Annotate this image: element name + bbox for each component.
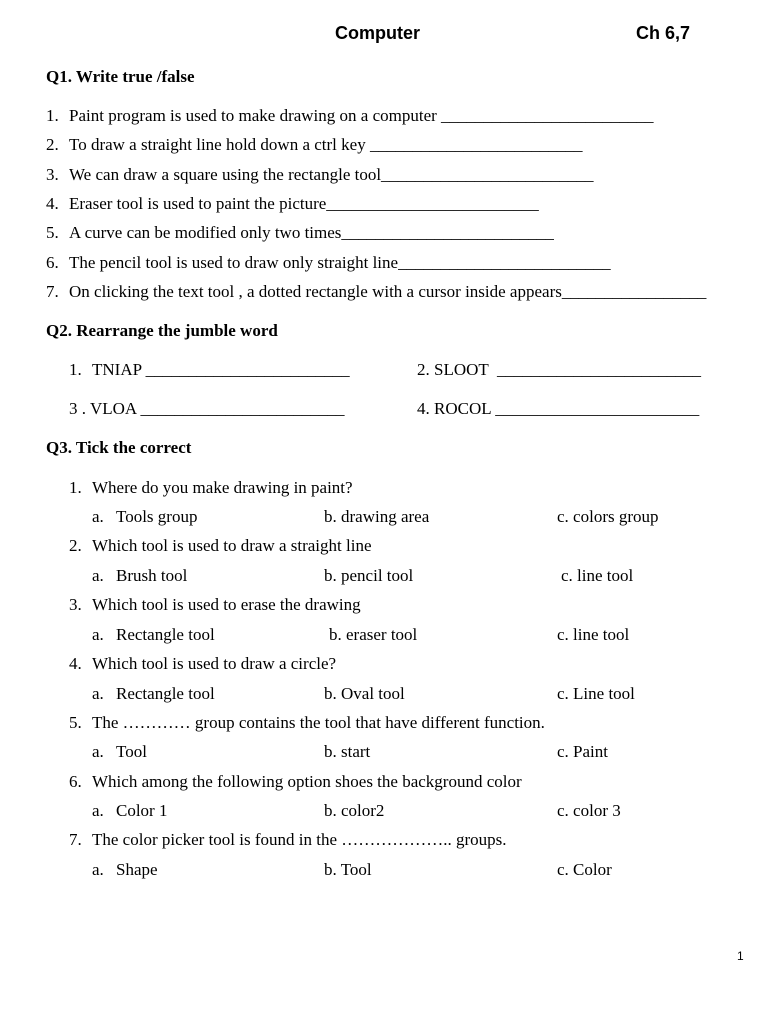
q3-question-1-number: 1. (69, 478, 82, 497)
q3-question-7-option-a: Shape (116, 860, 158, 879)
q1-item-3-number: 3. (46, 165, 59, 184)
q3-question-2-option-a-label: a. (92, 566, 104, 585)
q3-question-1-text: Where do you make drawing in paint? (92, 478, 353, 497)
page-number: 1 (737, 949, 744, 963)
q3-question-1-option-b: b. drawing area (324, 507, 430, 526)
q1-item-1-text: Paint program is used to make drawing on a computer _________________________ (69, 106, 654, 125)
q2-item-4-text: 4. ROCOL ________________________ (417, 399, 700, 418)
q3-question-1-option-c: c. colors group (557, 507, 659, 526)
q1-item-6-text: The pencil tool is used to draw only straight line_________________________ (69, 253, 611, 272)
q3-question-6-option-a-label: a. (92, 801, 104, 820)
q3-question-5-text: The ………… group contains the tool that have different function. (92, 713, 545, 732)
q1-item-2-text: To draw a straight line hold down a ctrl key _________________________ (69, 135, 583, 154)
q3-question-2-option-a: Brush tool (116, 566, 188, 585)
q3-question-7-option-c: c. Color (557, 860, 612, 879)
subject-title: Computer (335, 23, 420, 43)
q3-question-3-option-c: c. line tool (557, 625, 630, 644)
q1-item-4-number: 4. (46, 194, 59, 213)
q3-question-5-option-c: c. Paint (557, 742, 608, 761)
q1-item-2-number: 2. (46, 135, 59, 154)
q1-item-5-text: A curve can be modified only two times_________________________ (69, 223, 554, 242)
q2-item-2-text: 2. SLOOT ________________________ (417, 360, 701, 379)
q3-question-7-text: The color picker tool is found in the ……………….. groups. (92, 830, 507, 849)
q1-item-7-text: On clicking the text tool , a dotted rectangle with a cursor inside appears_________________ (69, 282, 707, 301)
q1-item-5-number: 5. (46, 223, 59, 242)
q3-question-6-number: 6. (69, 772, 82, 791)
q3-question-7-number: 7. (69, 830, 82, 849)
q3-question-4-text: Which tool is used to draw a circle? (92, 654, 337, 673)
q3-question-5-number: 5. (69, 713, 82, 732)
q3-question-6-option-c: c. color 3 (557, 801, 621, 820)
q2-item-3-text: 3 . VLOA ________________________ (69, 399, 345, 418)
q2-item-1-text: TNIAP ________________________ (92, 360, 350, 379)
q1-item-3-text: We can draw a square using the rectangle tool_________________________ (69, 165, 594, 184)
q2-heading: Q2. Rearrange the jumble word (46, 321, 278, 340)
q3-question-4-option-c: c. Line tool (557, 684, 635, 703)
q3-question-4-option-b: b. Oval tool (324, 684, 405, 703)
q3-question-2-option-c: c. line tool (561, 566, 634, 585)
q3-question-1-option-a-label: a. (92, 507, 104, 526)
q3-question-7-option-b: b. Tool (324, 860, 372, 879)
q1-heading: Q1. Write true /false (46, 67, 195, 86)
q3-question-4-option-a: Rectangle tool (116, 684, 215, 703)
q3-question-3-option-a-label: a. (92, 625, 104, 644)
q1-item-4-text: Eraser tool is used to paint the picture_________________________ (69, 194, 539, 213)
q3-question-3-option-a: Rectangle tool (116, 625, 215, 644)
q3-question-3-option-b: b. eraser tool (329, 625, 418, 644)
q1-item-7-number: 7. (46, 282, 59, 301)
q3-question-2-number: 2. (69, 536, 82, 555)
q1-item-1-number: 1. (46, 106, 59, 125)
q3-question-3-number: 3. (69, 595, 82, 614)
q2-item-1-number: 1. (69, 360, 82, 379)
q1-item-6-number: 6. (46, 253, 59, 272)
q3-question-6-option-a: Color 1 (116, 801, 168, 820)
q3-question-5-option-a-label: a. (92, 742, 104, 761)
q3-question-5-option-b: b. start (324, 742, 371, 761)
q3-heading: Q3. Tick the correct (46, 438, 192, 457)
q3-question-7-option-a-label: a. (92, 860, 104, 879)
q3-question-6-text: Which among the following option shoes the background color (92, 772, 522, 791)
q3-question-2-text: Which tool is used to draw a straight line (92, 536, 372, 555)
q3-question-5-option-a: Tool (116, 742, 147, 761)
q3-question-1-option-a: Tools group (116, 507, 198, 526)
q3-question-4-option-a-label: a. (92, 684, 104, 703)
q3-question-4-number: 4. (69, 654, 82, 673)
q3-question-6-option-b: b. color2 (324, 801, 385, 820)
q3-question-2-option-b: b. pencil tool (324, 566, 414, 585)
q3-question-3-text: Which tool is used to erase the drawing (92, 595, 361, 614)
chapter-label: Ch 6,7 (636, 23, 691, 43)
